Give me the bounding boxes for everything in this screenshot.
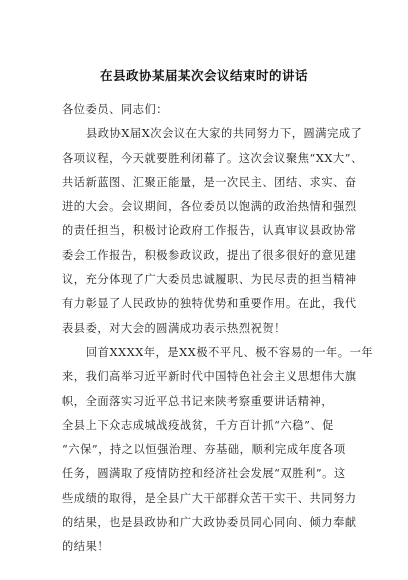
body-line: 各项议程，今天就要胜利闭幕了。这次会议聚焦“XX大”、	[62, 151, 363, 165]
body-line: 些成绩的取得，是全县广大干部群众苦干实干、共同努力	[62, 491, 357, 505]
body-line: 的结果，也是县政协和广大政协委员同心同向、倾力奉献	[62, 516, 357, 530]
paragraph-lines	[62, 122, 374, 559]
salutation: 各位委员、同志们：	[62, 103, 169, 116]
body-line: 的结果！	[62, 540, 110, 554]
body-line: 任务，圆满取了疫情防控和经济社会发展“双胜利”。这	[62, 467, 346, 481]
body-line: 来，我们高举习近平新时代中国特色社会主义思想伟大旗	[62, 370, 357, 384]
body-line: 委会工作报告，积极参政议政，提出了很多很好的意见建	[62, 248, 357, 262]
body-line: 帜，全面落实习近平总书记来陕考察重要讲话精神，	[62, 394, 334, 408]
body-line: 进的大会。会议期间，各位委员以饱满的政治热情和强烈	[62, 200, 357, 214]
document-title: 在县政协某届某次会议结束时的讲话	[99, 68, 308, 83]
body-line: 县政协X届X次会议在大家的共同努力下，圆满完成了	[86, 127, 363, 141]
body-line: 全县上下众志成城战疫战贫，千方百计抓“六稳”、促	[62, 418, 334, 432]
body-line: 议，充分体现了广大委员忠诚履职、为民尽责的担当精神	[62, 273, 357, 287]
body-line: 回首XXXX年，是XX极不平凡、极不容易的一年。一年	[86, 345, 374, 359]
body-line: 共话新蓝图、汇聚正能量，是一次民主、团结、求实、奋	[62, 175, 357, 189]
body-line: “六保”，持之以恒强治理、夯基础，顺利完成年度各项	[62, 443, 346, 457]
body-line: 的责任担当，积极讨论政府工作报告，认真审议县政协常	[62, 224, 357, 238]
document-body	[62, 98, 374, 560]
body-line: 有力彰显了人民政协的独特优势和重要作用。在此，我代	[62, 297, 357, 311]
body-line: 表县委，对大会的圆满成功表示热烈祝贺！	[62, 321, 286, 335]
